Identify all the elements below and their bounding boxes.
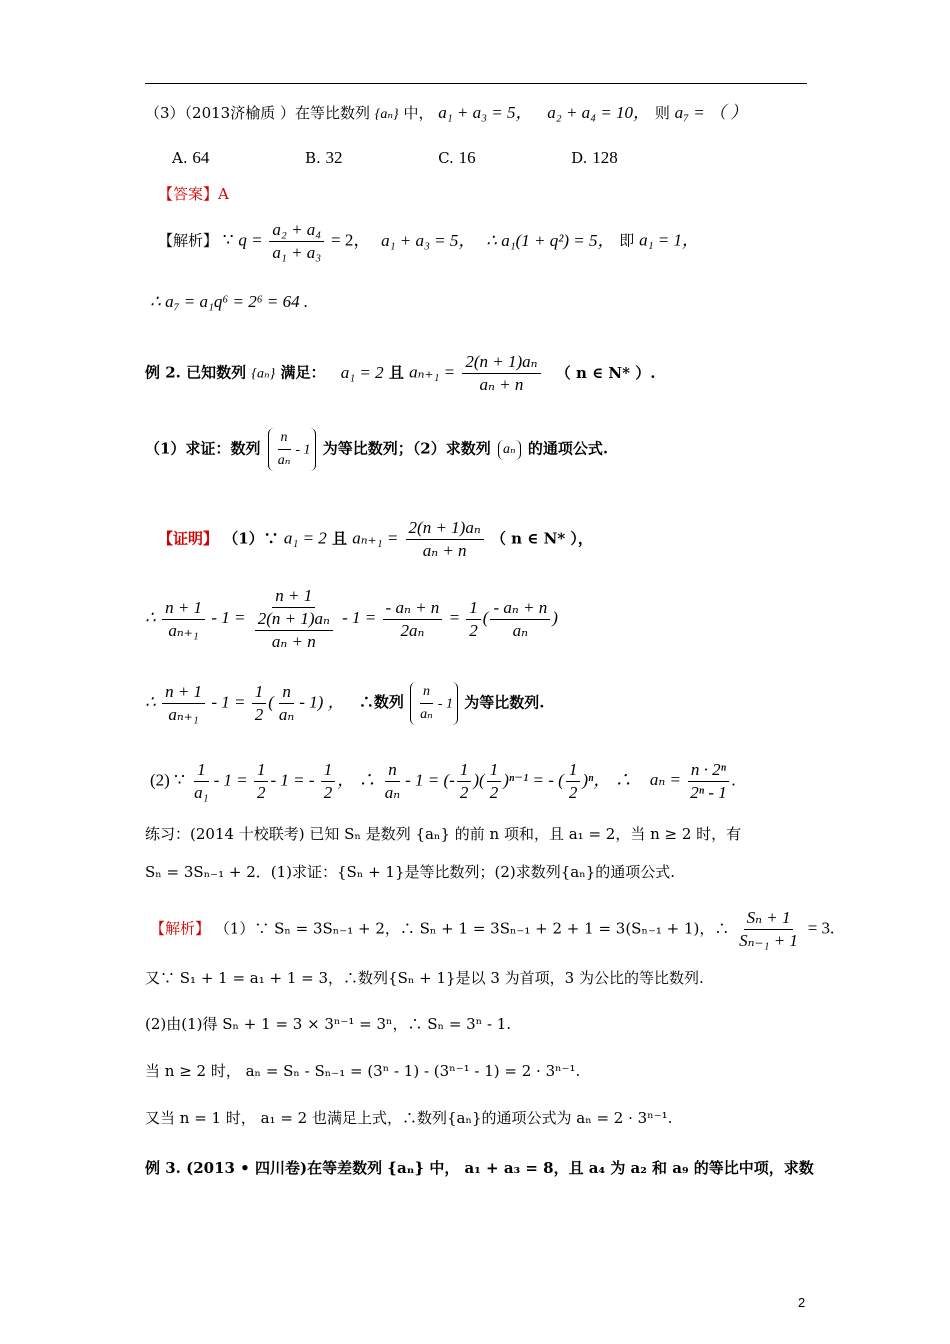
- header-rule: [145, 83, 807, 84]
- example-2-statement: 例 2. 已知数列 {aₙ} 满足： a₁ = 2 且 aₙ₊₁ = $\frac{\text{2(n + 1)aₙ}}{\text{aₙ + n}}$ （ n ∈ N* ）.: [145, 352, 656, 394]
- options-row: [172, 148, 618, 168]
- recurrence-fraction: $\frac{\text{2(n + 1)aₙ}}{\text{aₙ + n}}$: [462, 352, 540, 395]
- analysis-1: 【解析】 ∵ q = $\frac{\text{a₂ + a₄}}{\text{a₁ + a₃}}$ = 2， a₁ + a₃ = 5， ∴ a₁(1 + q²) = 5， 即 a₁ = 1，: [158, 220, 699, 262]
- solution-line: 又∵ S₁ + 1 = a₁ + 1 = 3，∴数列{Sₙ + 1}是以 3 为首项，3 为公比的等比数列.: [145, 969, 704, 987]
- proof-line: 【证明】 （1）∵ a₁ = 2 且 aₙ₊₁ = $\frac{\text{2(n + 1)aₙ}}{\text{aₙ + n}}$ （ n ∈ N* ），: [158, 518, 593, 560]
- proof-step-2: ∴ $\frac{n + 1}{\text{aₙ₊₁}}$ - 1 = $\frac{1}{2}$ ( $\frac{n}{\text{aₙ}}$ - 1) ， ∴数列 $\frac{n}{\text{aₙ}}$ - 1 为等比数列.: [145, 682, 545, 724]
- proof-step-3: (2) ∵ $\frac{1}{\text{a₁}}$ - 1 = $\frac{1}{2}$ - 1 = - $\frac{1}{2}$ ， ∴ $\frac{n}{\text{aₙ}}$ - 1 = (- $\frac{1}{2}$ )( $\frac{1}{2}$ )ⁿ⁻¹ = - ( $\frac{1}{2}$ )ⁿ， ∴ aₙ = $\frac{\text{n · 2ⁿ}}{\text{2ⁿ - 1}}$ .: [150, 760, 736, 802]
- option-c: C. 16: [438, 148, 476, 167]
- practice-line-2: Sₙ = 3Sₙ₋₁ + 2．(1)求证：{Sₙ + 1}是等比数列；(2)求数列{aₙ}的通项公式.: [145, 863, 676, 881]
- solution-line: (2)由(1)得 Sₙ + 1 = 3 × 3ⁿ⁻¹ = 3ⁿ，∴ Sₙ = 3ⁿ - 1.: [145, 1015, 512, 1033]
- solution-line: 当 n ≥ 2 时， aₙ = Sₙ - Sₙ₋₁ = (3ⁿ - 1) - (3ⁿ⁻¹ - 1) = 2 · 3ⁿ⁻¹.: [145, 1062, 581, 1080]
- option-d: D. 128: [571, 148, 618, 167]
- answer-line: 【答案】A: [158, 185, 229, 203]
- example-2-parts: （1）求证：数列 $\frac{n}{\text{aₙ}}$ - 1 为等比数列；（2）求数列 aₙ 的通项公式.: [145, 428, 608, 471]
- analysis-1-result: ∴ a₇ = a₁q⁶ = 2⁶ = 64 .: [150, 292, 309, 311]
- option-b: B. 32: [304, 148, 343, 167]
- proof-step-1: ∴ $\frac{n + 1}{\text{aₙ₊₁}}$ - 1 = $\frac{n + 1}{\frac{\text{2(n + 1)aₙ}}{\text{aₙ + n}}}$ - 1 = $\frac{\text{- aₙ + n}}{\text{2aₙ}}$ = $\frac{1}{2}$ ( $\frac{\text{- aₙ + n}}{\text{aₙ}}$ ): [145, 586, 558, 651]
- sequence-brace: $\frac{n}{\text{aₙ}}$ - 1: [268, 428, 316, 471]
- option-a: A. 64: [172, 148, 210, 167]
- example-3-statement: 例 3. (2013 • 四川卷)在等差数列 {aₙ} 中， a₁ + a₃ = 8，且 a₄ 为 a₂ 和 a₉ 的等比中项，求数: [145, 1159, 814, 1177]
- practice-line-1: 练习：(2014 十校联考) 已知 Sₙ 是数列 {aₙ} 的前 n 项和，且 a₁ = 2，当 n ≥ 2 时，有: [145, 825, 742, 843]
- question-3: （3）（2013济榆质 ）在等比数列 {aₙ} 中， a₁ + a₃ = 5， a₂ + a₄ = 10， 则 a₇ = （ ）: [145, 103, 748, 122]
- ratio-fraction: $\frac{\text{a₂ + a₄}}{\text{a₁ + a₃}}$: [269, 220, 324, 263]
- solution-line: 又当 n = 1 时， a₁ = 2 也满足上式，∴数列{aₙ}的通项公式为 aₙ = 2 · 3ⁿ⁻¹.: [145, 1109, 673, 1127]
- page-number: 2: [798, 1295, 806, 1310]
- analysis-2: 【解析】 （1）∵ Sₙ = 3Sₙ₋₁ + 2，∴ Sₙ + 1 = 3Sₙ₋₁ + 2 + 1 = 3(Sₙ₋₁ + 1)，∴ $\frac{\text{Sₙ + 1}}{\text{Sₙ₋₁ + 1}}$ = 3.: [150, 908, 835, 950]
